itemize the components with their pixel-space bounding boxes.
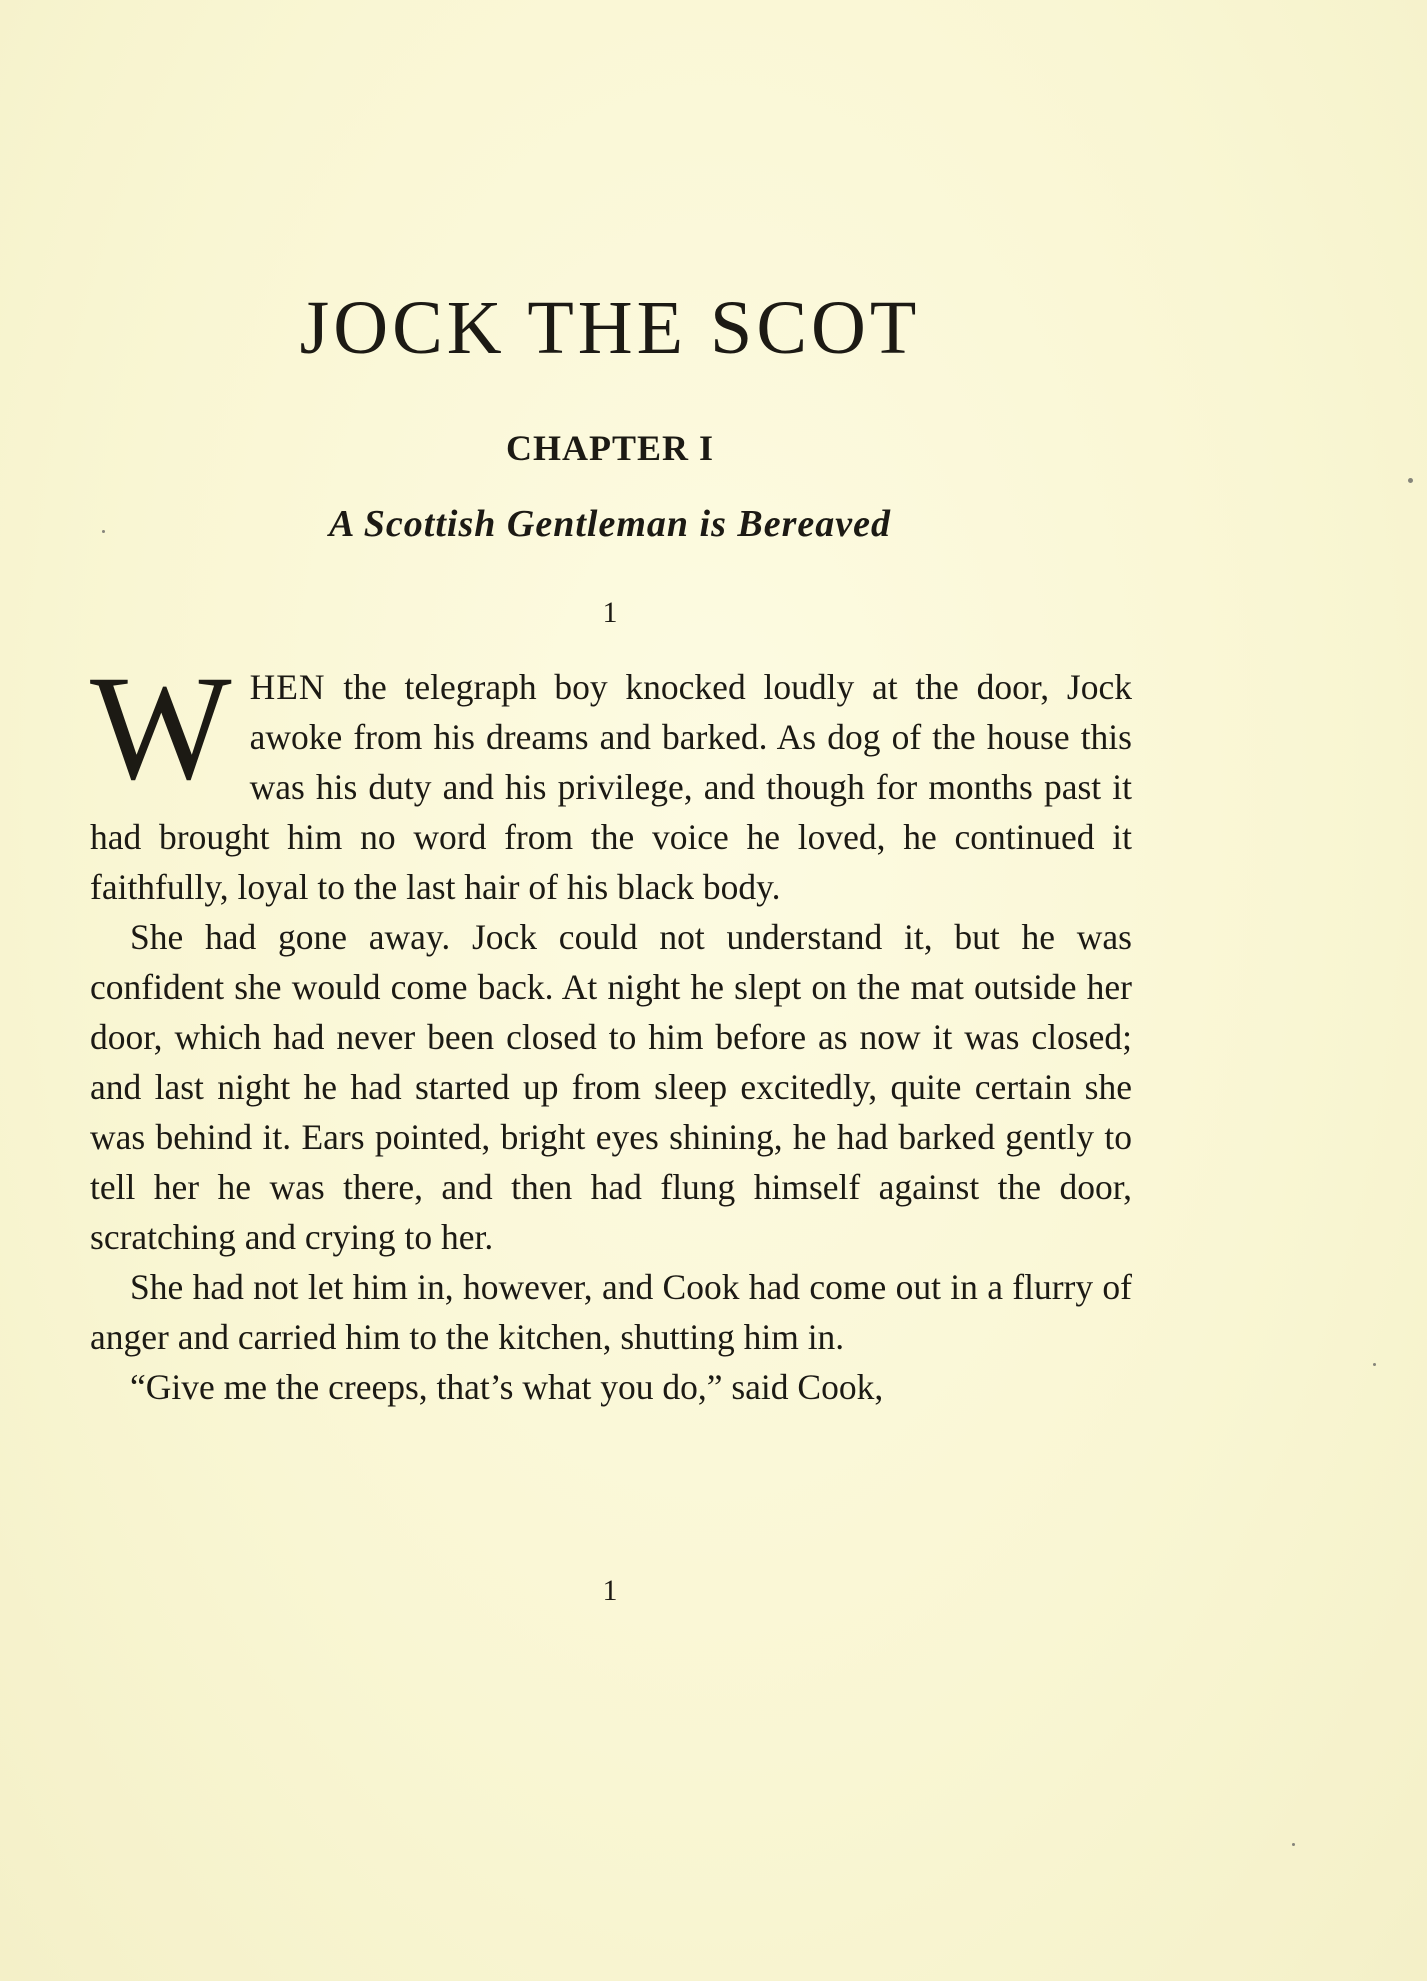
- paper-speck: [1292, 1843, 1295, 1846]
- chapter-subtitle: A Scottish Gentleman is Bereaved: [329, 503, 891, 545]
- drop-cap: W: [90, 645, 232, 811]
- paragraph-1-text: the telegraph boy knocked loudly at the door, Jock awoke from his dreams and barked. As dog of the house this was his duty and his privilege, and though for months past it had brought him no word from the voice he loved, he continued it faithfully, loyal to the last hair of his black body.: [90, 667, 1132, 907]
- paragraph-4: “Give me the creeps, that’s what you do,” said Cook,: [130, 1367, 884, 1407]
- lead-caps: HEN: [249, 667, 326, 707]
- chapter-heading: CHAPTER I: [505, 428, 715, 468]
- book-title: JOCK THE SCOT: [299, 286, 921, 370]
- paper-speck: [102, 530, 105, 533]
- paper-speck: [1408, 478, 1413, 483]
- section-number: 1: [602, 596, 618, 629]
- paragraph-1: [90, 645, 1132, 912]
- paragraph-2: She had gone away. Jock could not understand it, but he was confident she would come back. At night he slept on the mat outside her door, which had never been closed to him before as now it was closed; and last night he had started up from sleep excitedly, quite certain she was behind it. Ears pointed, bright eyes shining, he had barked gently to tell her he was there, and then had flung himself against the door, scratching and crying to her.: [90, 917, 1132, 1257]
- paper-speck: [1373, 1363, 1376, 1366]
- paragraph-3: She had not let him in, however, and Cook had come out in a flurry of anger and carried him to the kitchen, shutting him in.: [90, 1267, 1132, 1357]
- page-number: 1: [602, 1574, 618, 1607]
- body-text: [90, 645, 1132, 1412]
